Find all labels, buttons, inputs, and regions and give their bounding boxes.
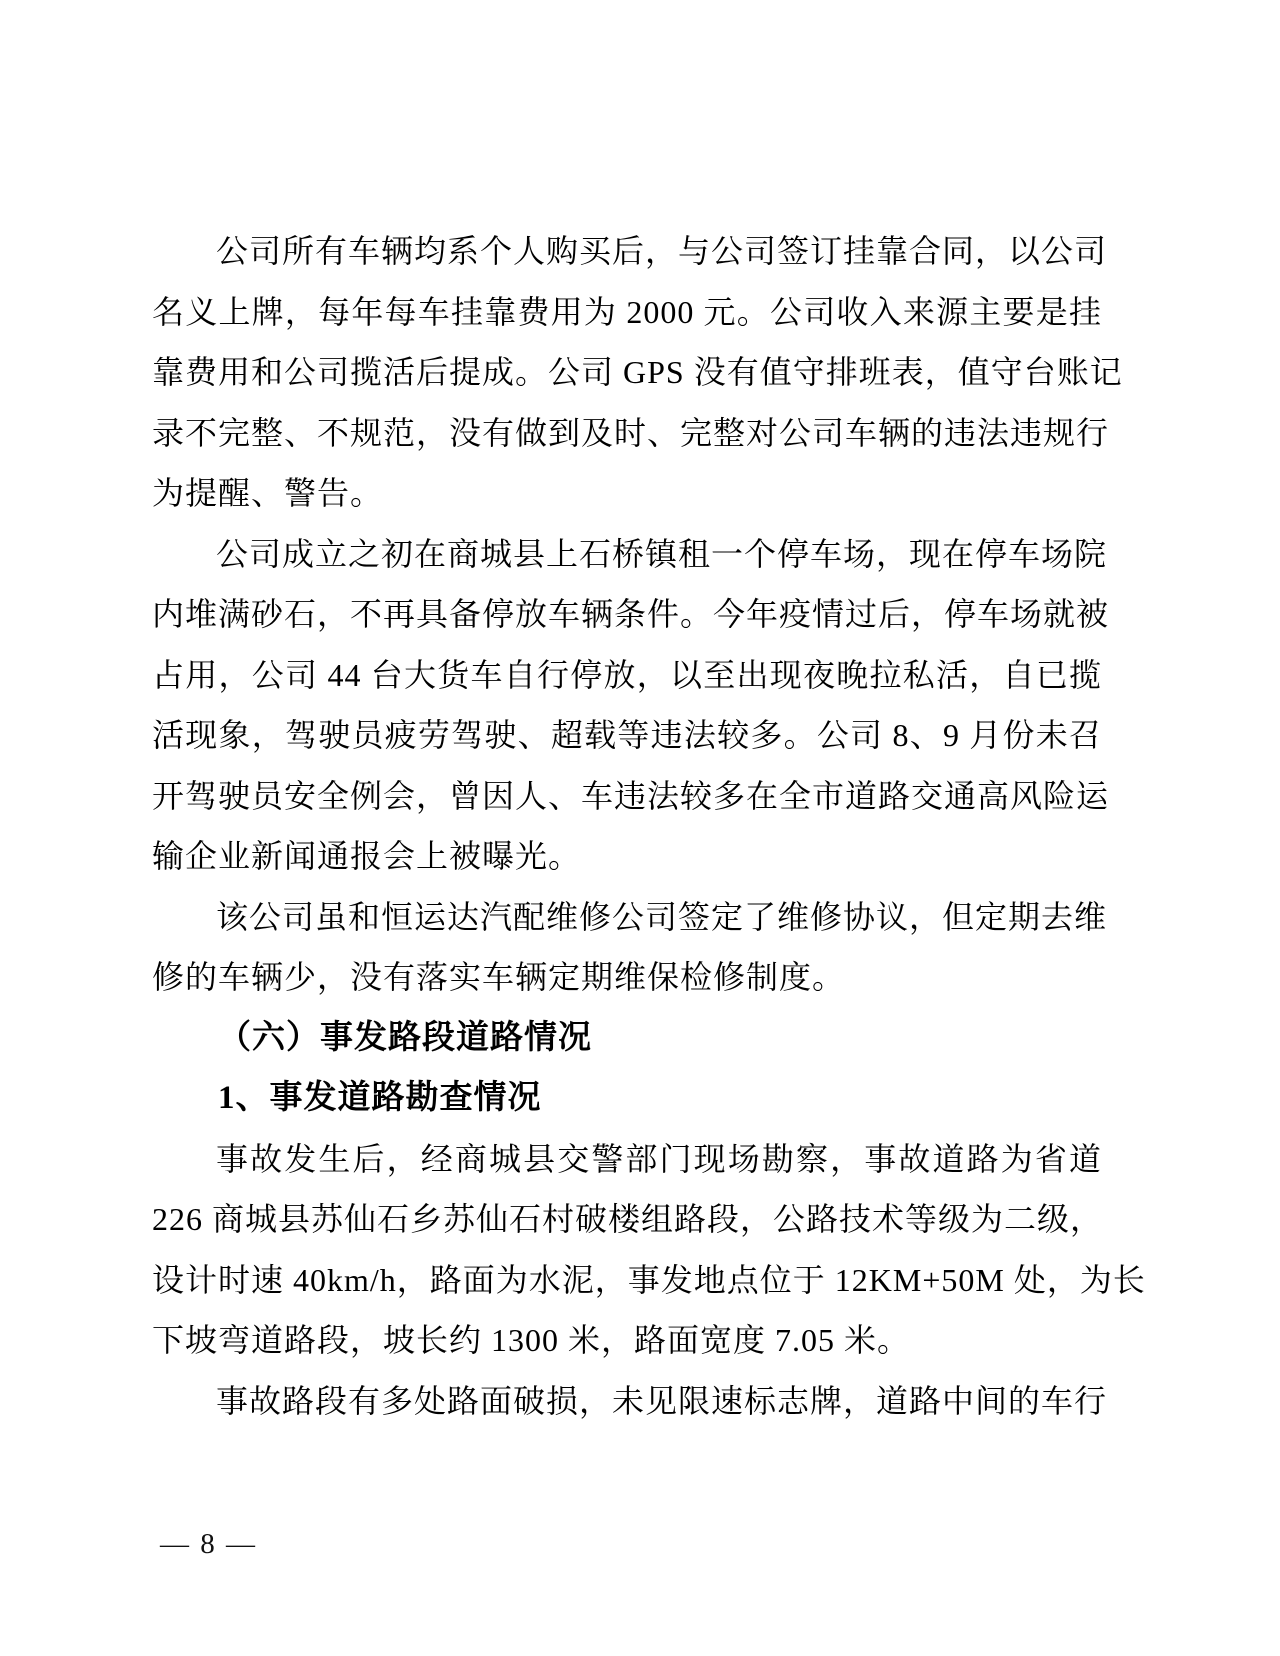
text-line: 为提醒、警告。 — [152, 475, 384, 511]
text-line: 靠费用和公司揽活后提成。公司 GPS 没有值守排班表，值守台账记 — [152, 354, 1123, 390]
paragraph-maintenance — [152, 887, 1108, 1008]
text-line: 该公司虽和恒运达汽配维修公司签定了维修协议，但定期去维 — [216, 898, 1108, 935]
paragraph-parking-lot — [152, 524, 1110, 887]
text-line: 录不完整、不规范，没有做到及时、完整对公司车辆的违法违规行 — [152, 414, 1110, 451]
subsection-heading: 1、事发道路勘查情况 — [218, 1080, 542, 1116]
text-line: 公司所有车辆均系个人购买后，与公司签订挂靠合同，以公司 — [216, 233, 1108, 269]
text-line: 内堆满砂石，不再具备停放车辆条件。今年疫情过后，停车场就被 — [152, 596, 1110, 632]
text-line: 名义上牌，每年每车挂靠费用为 2000 元。公司收入来源主要是挂 — [152, 293, 1102, 330]
text-line: 输企业新闻通报会上被曝光。 — [152, 838, 582, 874]
text-line: 开驾驶员安全例会，曾因人、车违法较多在全市道路交通高风险运 — [152, 777, 1110, 814]
text-line: 事故路段有多处路面破损，未见限速标志牌，道路中间的车行 — [216, 1382, 1108, 1419]
text-line: 活现象，驾驶员疲劳驾驶、超载等违法较多。公司 8、9 月份未召 — [152, 717, 1102, 753]
section-heading: （六）事发路段道路情况 — [218, 1019, 592, 1056]
text-line: 226 商城县苏仙石乡苏仙石村破楼组路段，公路技术等级为二级， — [152, 1201, 1104, 1237]
text-line: 修的车辆少，没有落实车辆定期维保检修制度。 — [152, 959, 846, 995]
paragraph-company-vehicles — [152, 221, 1123, 524]
text-line: 下坡弯道路段，坡长约 1300 米，路面宽度 7.05 米。 — [152, 1322, 911, 1358]
page-number: — 8 — — [160, 1528, 257, 1560]
text-line: 公司成立之初在商城县上石桥镇租一个停车场，现在停车场院 — [216, 535, 1108, 572]
paragraph-road-survey — [152, 1129, 1146, 1371]
text-line: 设计时速 40km/h，路面为水泥，事发地点位于 12KM+50M 处，为长 — [152, 1261, 1146, 1298]
document-body — [152, 221, 1146, 1431]
paragraph-road-damage — [152, 1371, 1108, 1432]
text-line: 事故发生后，经商城县交警部门现场勘察，事故道路为省道 — [216, 1140, 1102, 1177]
text-line: 占用，公司 44 台大货车自行停放，以至出现夜晚拉私活，自已揽 — [152, 656, 1102, 693]
